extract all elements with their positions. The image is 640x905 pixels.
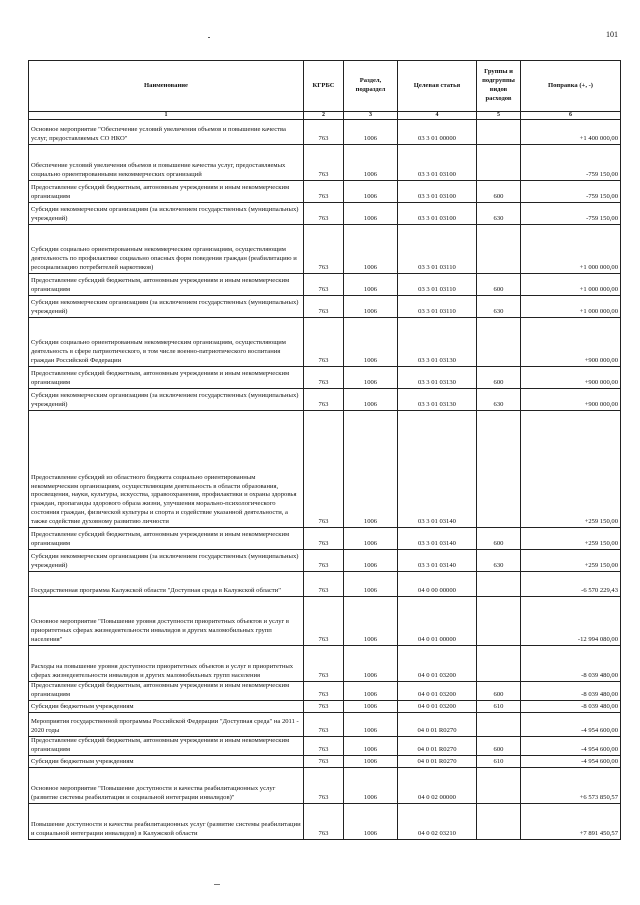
amount-cell: +259 150,00 xyxy=(521,550,621,572)
target-article-cell: 03 3 01 03100 xyxy=(398,181,477,203)
table-row xyxy=(29,550,621,572)
kgrbs-cell: 763 xyxy=(304,736,344,755)
razdel-cell: 1006 xyxy=(344,682,398,701)
table-row xyxy=(29,700,621,712)
name-cell: Предоставление субсидий из областного бюджета социально ориентированным некоммерческим организациям, осуществляющим деятельность в области образования, просвещения, науки, культуры, искусства, здравоохранения, профилактики и охраны здоровья граждан, пропаганды здорового образа жизни, улучшения морально-психологического состояния граждан, физической культуры и спорта и содействие указанной деятельности, а также содействие духовному развитию личности xyxy=(29,411,304,528)
expense-group-cell xyxy=(477,225,521,274)
razdel-cell: 1006 xyxy=(344,572,398,597)
name-cell: Субсидии некоммерческим организациям (за исключением государственных (муниципальных) учреждений) xyxy=(29,296,304,318)
expense-group-cell: 610 xyxy=(477,700,521,712)
table-row xyxy=(29,225,621,274)
kgrbs-cell: 763 xyxy=(304,682,344,701)
expense-group-cell: 600 xyxy=(477,682,521,701)
kgrbs-cell: 763 xyxy=(304,225,344,274)
target-article-cell: 03 3 01 03100 xyxy=(398,203,477,225)
table-row xyxy=(29,736,621,755)
kgrbs-cell: 763 xyxy=(304,120,344,145)
kgrbs-cell: 763 xyxy=(304,528,344,550)
amount-cell: +1 000 000,00 xyxy=(521,225,621,274)
amount-cell: -4 954 600,00 xyxy=(521,755,621,767)
kgrbs-cell: 763 xyxy=(304,318,344,367)
expense-group-cell: 600 xyxy=(477,736,521,755)
kgrbs-cell: 763 xyxy=(304,755,344,767)
amount-cell: +259 150,00 xyxy=(521,528,621,550)
kgrbs-cell: 763 xyxy=(304,203,344,225)
razdel-cell: 1006 xyxy=(344,120,398,145)
expense-group-cell: 600 xyxy=(477,181,521,203)
table-row xyxy=(29,572,621,597)
header-name: Наименование xyxy=(29,61,304,112)
razdel-cell: 1006 xyxy=(344,318,398,367)
name-cell: Повышение доступности и качества реабилитационных услуг (развитие системы реабилитации и социальной интеграции инвалидов) в Калужской области xyxy=(29,803,304,839)
target-article-cell: 03 3 01 03130 xyxy=(398,318,477,367)
amount-cell: +1 400 000,00 xyxy=(521,120,621,145)
razdel-cell: 1006 xyxy=(344,597,398,646)
name-cell: Основное мероприятие "Повышение уровня доступности приоритетных объектов и услуг в приоритетных сферах жизнедеятельности инвалидов и других маломобильных групп населения" xyxy=(29,597,304,646)
kgrbs-cell: 763 xyxy=(304,700,344,712)
expense-group-cell xyxy=(477,767,521,803)
expense-group-cell xyxy=(477,597,521,646)
name-cell: Субсидии некоммерческим организациям (за исключением государственных (муниципальных) учреждений) xyxy=(29,550,304,572)
target-article-cell: 03 3 01 03130 xyxy=(398,389,477,411)
amount-cell: -12 994 080,00 xyxy=(521,597,621,646)
expense-group-cell: 600 xyxy=(477,528,521,550)
table-row xyxy=(29,755,621,767)
kgrbs-cell: 763 xyxy=(304,389,344,411)
amount-cell: -759 150,00 xyxy=(521,181,621,203)
table-row xyxy=(29,318,621,367)
razdel-cell: 1006 xyxy=(344,274,398,296)
name-cell: Субсидии социально ориентированным некоммерческим организациям, осуществляющим деятельность в сфере патриотического, в том числе военно-патриотического воспитания граждан Российской Федерации xyxy=(29,318,304,367)
name-cell: Субсидии бюджетным учреждениям xyxy=(29,700,304,712)
amount-cell: -759 150,00 xyxy=(521,203,621,225)
kgrbs-cell: 763 xyxy=(304,367,344,389)
expense-group-cell xyxy=(477,803,521,839)
column-number: 4 xyxy=(398,112,477,120)
razdel-cell: 1006 xyxy=(344,700,398,712)
amount-cell: -759 150,00 xyxy=(521,145,621,181)
name-cell: Предоставление субсидий бюджетным, автономным учреждениям и иным некоммерческим организациям xyxy=(29,274,304,296)
amount-cell: +1 000 000,00 xyxy=(521,296,621,318)
column-number: 5 xyxy=(477,112,521,120)
column-number: 2 xyxy=(304,112,344,120)
expense-group-cell: 630 xyxy=(477,203,521,225)
table-row xyxy=(29,389,621,411)
column-number-row xyxy=(29,112,621,120)
target-article-cell: 03 3 01 03100 xyxy=(398,145,477,181)
name-cell: Мероприятия государственной программы Российской Федерации "Доступная среда" на 2011 - 2020 годы xyxy=(29,712,304,736)
table-row xyxy=(29,528,621,550)
expense-group-cell xyxy=(477,318,521,367)
target-article-cell: 03 3 01 03130 xyxy=(398,367,477,389)
target-article-cell: 04 0 01 R0270 xyxy=(398,712,477,736)
amount-cell: +259 150,00 xyxy=(521,411,621,528)
amount-cell: +7 891 450,57 xyxy=(521,803,621,839)
target-article-cell: 04 0 02 00000 xyxy=(398,767,477,803)
expense-group-cell: 600 xyxy=(477,367,521,389)
table-row xyxy=(29,181,621,203)
header-amount: Поправка (+, -) xyxy=(521,61,621,112)
razdel-cell: 1006 xyxy=(344,712,398,736)
target-article-cell: 03 3 01 03110 xyxy=(398,225,477,274)
target-article-cell: 04 0 01 03200 xyxy=(398,646,477,682)
expense-group-cell: 630 xyxy=(477,550,521,572)
razdel-cell: 1006 xyxy=(344,755,398,767)
razdel-cell: 1006 xyxy=(344,646,398,682)
target-article-cell: 04 0 01 03200 xyxy=(398,700,477,712)
expense-group-cell: 630 xyxy=(477,389,521,411)
table-row xyxy=(29,682,621,701)
expense-group-cell xyxy=(477,120,521,145)
name-cell: Государственная программа Калужской области "Доступная среда в Калужской области" xyxy=(29,572,304,597)
name-cell: Предоставление субсидий бюджетным, автономным учреждениям и иным некоммерческим организациям xyxy=(29,367,304,389)
target-article-cell: 03 3 01 03140 xyxy=(398,411,477,528)
target-article-cell: 03 3 01 03110 xyxy=(398,296,477,318)
table-header-row xyxy=(29,61,621,112)
amount-cell: -4 954 600,00 xyxy=(521,736,621,755)
expense-group-cell xyxy=(477,411,521,528)
expense-group-cell: 600 xyxy=(477,274,521,296)
page-number: 101 xyxy=(606,30,618,39)
table-row xyxy=(29,803,621,839)
target-article-cell: 04 0 02 03210 xyxy=(398,803,477,839)
razdel-cell: 1006 xyxy=(344,550,398,572)
name-cell: Субсидии некоммерческим организациям (за исключением государственных (муниципальных) учреждений) xyxy=(29,203,304,225)
expense-group-cell xyxy=(477,145,521,181)
table-row xyxy=(29,145,621,181)
amount-cell: +900 000,00 xyxy=(521,389,621,411)
table-row xyxy=(29,274,621,296)
expense-group-cell xyxy=(477,646,521,682)
expense-group-cell: 610 xyxy=(477,755,521,767)
razdel-cell: 1006 xyxy=(344,803,398,839)
razdel-cell: 1006 xyxy=(344,767,398,803)
kgrbs-cell: 763 xyxy=(304,712,344,736)
header-group: Группы и подгруппы видов расходов xyxy=(477,61,521,112)
amount-cell: -8 039 480,00 xyxy=(521,646,621,682)
target-article-cell: 03 3 01 00000 xyxy=(398,120,477,145)
razdel-cell: 1006 xyxy=(344,225,398,274)
target-article-cell: 04 0 00 00000 xyxy=(398,572,477,597)
header-kgrbs: КГРБС xyxy=(304,61,344,112)
razdel-cell: 1006 xyxy=(344,145,398,181)
amount-cell: -8 039 480,00 xyxy=(521,700,621,712)
name-cell: Предоставление субсидий бюджетным, автономным учреждениям и иным некоммерческим организациям xyxy=(29,528,304,550)
target-article-cell: 04 0 01 03200 xyxy=(398,682,477,701)
target-article-cell: 04 0 01 R0270 xyxy=(398,755,477,767)
razdel-cell: 1006 xyxy=(344,367,398,389)
name-cell: Обеспечение условий увеличения объемов и повышение качества услуг, предоставляемых социально ориентированными некоммерческих организаций xyxy=(29,145,304,181)
name-cell: Предоставление субсидий бюджетным, автономным учреждениям и иным некоммерческим организациям xyxy=(29,736,304,755)
column-number: 6 xyxy=(521,112,621,120)
amount-cell: -4 954 600,00 xyxy=(521,712,621,736)
razdel-cell: 1006 xyxy=(344,203,398,225)
kgrbs-cell: 763 xyxy=(304,597,344,646)
scan-speck xyxy=(208,37,210,38)
razdel-cell: 1006 xyxy=(344,181,398,203)
amount-cell: +900 000,00 xyxy=(521,367,621,389)
amount-cell: -6 570 229,43 xyxy=(521,572,621,597)
razdel-cell: 1006 xyxy=(344,528,398,550)
kgrbs-cell: 763 xyxy=(304,411,344,528)
kgrbs-cell: 763 xyxy=(304,572,344,597)
table-row xyxy=(29,597,621,646)
kgrbs-cell: 763 xyxy=(304,803,344,839)
target-article-cell: 03 3 01 03140 xyxy=(398,528,477,550)
amount-cell: -8 039 480,00 xyxy=(521,682,621,701)
expense-group-cell xyxy=(477,572,521,597)
table-row xyxy=(29,367,621,389)
budget-amendment-table xyxy=(28,60,621,840)
expense-group-cell xyxy=(477,712,521,736)
kgrbs-cell: 763 xyxy=(304,296,344,318)
name-cell: Расходы на повышение уровня доступности приоритетных объектов и услуг в приоритетных сферах жизнедеятельности инвалидов и других маломобильных групп населения xyxy=(29,646,304,682)
amount-cell: +1 000 000,00 xyxy=(521,274,621,296)
amount-cell: +6 573 850,57 xyxy=(521,767,621,803)
expense-group-cell: 630 xyxy=(477,296,521,318)
kgrbs-cell: 763 xyxy=(304,181,344,203)
kgrbs-cell: 763 xyxy=(304,274,344,296)
name-cell: Основное мероприятие "Повышение доступности и качества реабилитационных услуг (развитие системы реабилитации и социальной интеграции инвалидов)" xyxy=(29,767,304,803)
name-cell: Предоставление субсидий бюджетным, автономным учреждениям и иным некоммерческим организациям xyxy=(29,682,304,701)
kgrbs-cell: 763 xyxy=(304,646,344,682)
kgrbs-cell: 763 xyxy=(304,145,344,181)
target-article-cell: 03 3 01 03140 xyxy=(398,550,477,572)
amount-cell: +900 000,00 xyxy=(521,318,621,367)
razdel-cell: 1006 xyxy=(344,411,398,528)
target-article-cell: 03 3 01 03110 xyxy=(398,274,477,296)
name-cell: Основное мероприятие "Обеспечение условий увеличения объемов и повышение качества услуг, предоставляемых СО НКО" xyxy=(29,120,304,145)
name-cell: Субсидии социально ориентированным некоммерческим организациям, осуществляющим деятельность по профилактике социально опасных форм поведения граждан (реабилитацию и ресоциализацию потребителей наркотиков) xyxy=(29,225,304,274)
table-body xyxy=(29,120,621,840)
header-razdel: Раздел, подраздел xyxy=(344,61,398,112)
table-row xyxy=(29,646,621,682)
table-row xyxy=(29,411,621,528)
target-article-cell: 04 0 01 00000 xyxy=(398,597,477,646)
column-number: 3 xyxy=(344,112,398,120)
column-number: 1 xyxy=(29,112,304,120)
razdel-cell: 1006 xyxy=(344,389,398,411)
razdel-cell: 1006 xyxy=(344,296,398,318)
table-row xyxy=(29,767,621,803)
table-row xyxy=(29,712,621,736)
kgrbs-cell: 763 xyxy=(304,767,344,803)
name-cell: Субсидии бюджетным учреждениям xyxy=(29,755,304,767)
table-row xyxy=(29,203,621,225)
razdel-cell: 1006 xyxy=(344,736,398,755)
table-row xyxy=(29,120,621,145)
table-row xyxy=(29,296,621,318)
header-target: Целевая статья xyxy=(398,61,477,112)
name-cell: Субсидии некоммерческим организациям (за исключением государственных (муниципальных) учреждений) xyxy=(29,389,304,411)
target-article-cell: 04 0 01 R0270 xyxy=(398,736,477,755)
name-cell: Предоставление субсидий бюджетным, автономным учреждениям и иным некоммерческим организациям xyxy=(29,181,304,203)
kgrbs-cell: 763 xyxy=(304,550,344,572)
scan-speck xyxy=(214,884,220,885)
